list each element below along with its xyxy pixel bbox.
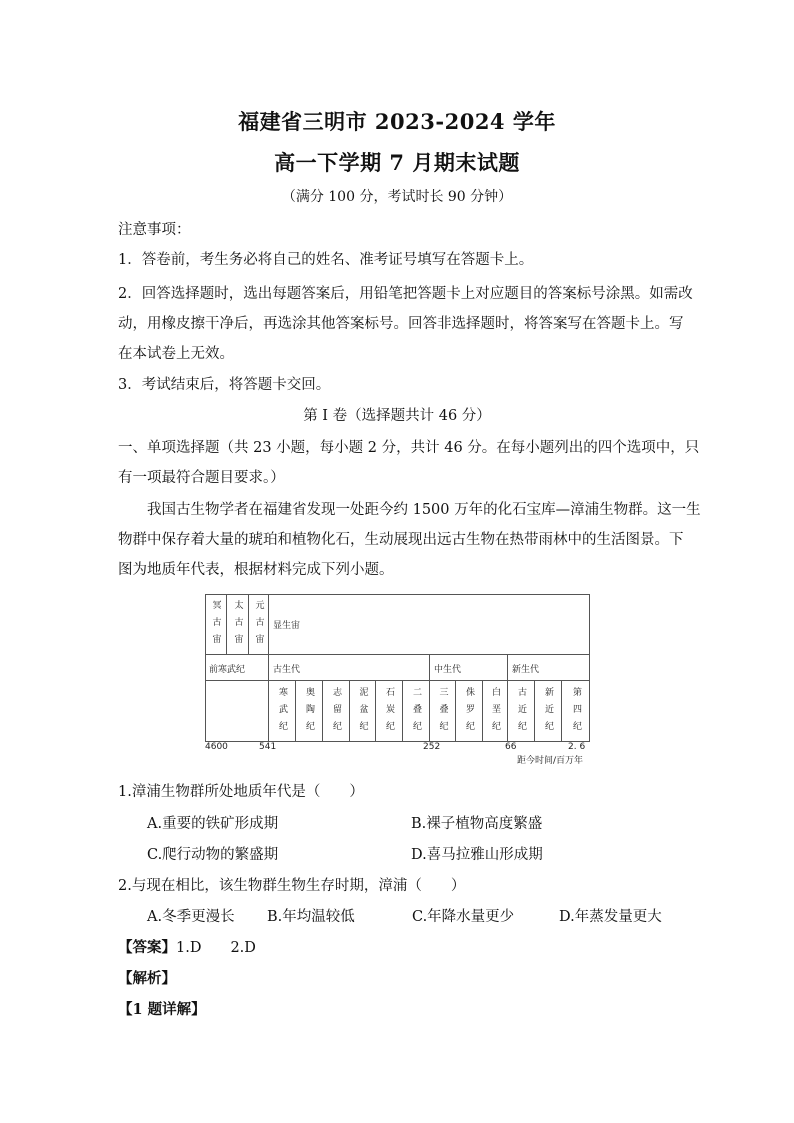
period-cell-ordovician (296, 681, 323, 742)
eon-cell-archean (227, 594, 249, 655)
period-cell-paleogene (508, 681, 535, 742)
material-line2: 物群中保存着大量的琥珀和植物化石，生动展现出远古生物在热带雨林中的生活图景。下 (118, 532, 684, 548)
era-precambrian: 前寒武纪 (209, 665, 246, 675)
notice-item-3: 3．考试结束后，将答题卡交回。 (118, 377, 331, 393)
period-cell-cambrian (269, 681, 296, 742)
era-cell-mesozoic (430, 655, 508, 681)
eon-cell-hadean (205, 594, 227, 655)
notice-item-2-line2: 动，用橡皮擦干净后，再选涂其他答案标号。回答非选择题时，将答案写在答题卡上。写 (118, 316, 684, 332)
answer-text: 1.D 2.D (176, 940, 256, 956)
tick-66: 66 (505, 742, 517, 752)
period-cell-cretaceous (483, 681, 508, 742)
exam-title-line1: 福建省三明市 2023-2024 学年 (238, 109, 556, 134)
notice-heading: 注意事项： (118, 222, 191, 238)
part-heading-line1: 一、单项选择题（共 23 小题，每小题 2 分，共计 46 分。在每小题列出的四个选项中，只 (118, 440, 700, 456)
tick-4600: 4600 (205, 742, 228, 752)
period-cell-carboniferous (376, 681, 403, 742)
exam-title-line2: 高一下学期 7 月期末试题 (274, 150, 520, 175)
geologic-time-table (205, 594, 590, 742)
period-cell-jurassic (456, 681, 483, 742)
tick-252: 252 (423, 742, 441, 752)
question-1-stem: 1.漳浦生物群所处地质年代是（ ） (118, 784, 364, 800)
period-cell-neogene (535, 681, 562, 742)
question-2-option-c: C.年降水量更少 (412, 909, 515, 925)
tick-2-6: 2. 6 (568, 742, 586, 752)
era-mesozoic: 中生代 (434, 665, 462, 675)
period-jurassic: 侏罗纪 (464, 687, 474, 738)
period-quaternary: 第四纪 (571, 687, 581, 738)
question-2-option-a: A.冬季更漫长 (147, 909, 235, 925)
eon-hadean: 冥古宙 (210, 600, 221, 651)
analysis-heading: 【解析】 (118, 970, 176, 987)
period-cell-silurian (323, 681, 350, 742)
era-cell-paleozoic (269, 655, 430, 681)
notice-item-2-line1: 2．回答选择题时，选出每题答案后，用铅笔把答题卡上对应题目的答案标号涂黑。如需改 (118, 286, 693, 302)
material-line1: 我国古生物学者在福建省发现一处距今约 1500 万年的化石宝库—漳浦生物群。这一生 (147, 502, 701, 518)
volume-heading: 第 I 卷（选择题共计 46 分） (303, 408, 491, 424)
period-devonian: 泥盆纪 (357, 687, 368, 738)
period-triassic: 三叠纪 (437, 687, 448, 738)
era-cell-cenozoic (508, 655, 590, 681)
eon-cell-proterozoic (249, 594, 269, 655)
eon-cell-phanerozoic (269, 594, 590, 655)
question-1-option-b: B.裸子植物高度繁盛 (411, 816, 543, 832)
question-1-option-d: D.喜马拉雅山形成期 (411, 847, 543, 863)
question-2-option-b: B.年均温较低 (267, 909, 355, 925)
eon-proterozoic: 元古宙 (253, 600, 264, 651)
period-cell-blank (205, 681, 269, 742)
eon-archean: 太古宙 (232, 600, 243, 651)
period-cell-quaternary (562, 681, 590, 742)
answer-line (118, 936, 678, 957)
era-paleozoic: 古生代 (273, 665, 301, 675)
period-neogene: 新近纪 (543, 687, 553, 738)
eon-phanerozoic: 显生宙 (273, 621, 301, 631)
material-line3: 图为地质年代表，根据材料完成下列小题。 (118, 562, 394, 578)
period-cell-permian (403, 681, 430, 742)
tick-541: 541 (259, 742, 277, 752)
question-1-option-c: C.爬行动物的繁盛期 (147, 847, 279, 863)
exam-note: （满分 100 分，考试时长 90 分钟） (281, 189, 513, 205)
period-carboniferous: 石炭纪 (384, 687, 394, 738)
period-cambrian: 寒武纪 (277, 687, 287, 738)
period-silurian: 志留纪 (331, 687, 341, 738)
axis-label: 距今时间/百万年 (517, 756, 584, 766)
era-cenozoic: 新生代 (512, 665, 540, 675)
part-heading-line2: 有一项最符合题目要求。） (118, 470, 285, 486)
period-cretaceous: 白垩纪 (490, 687, 500, 738)
question-2-stem: 2.与现在相比，该生物群生物生存时期，漳浦（ ） (118, 878, 466, 894)
detail-heading: 【1 题详解】 (118, 1001, 206, 1018)
period-cell-devonian (350, 681, 376, 742)
notice-item-2-line3: 在本试卷上无效。 (118, 346, 234, 362)
period-permian: 二叠纪 (411, 687, 421, 738)
notice-item-1: 1．答卷前，考生务必将自己的姓名、准考证号填写在答题卡上。 (118, 252, 534, 268)
answer-label: 【答案】 (118, 939, 176, 956)
question-2-option-d: D.年蒸发量更大 (559, 909, 662, 925)
period-ordovician: 奥陶纪 (304, 687, 314, 738)
question-1-option-a: A.重要的铁矿形成期 (147, 816, 279, 832)
period-paleogene: 古近纪 (516, 687, 526, 738)
era-cell-precambrian (205, 655, 269, 681)
period-cell-triassic (430, 681, 456, 742)
